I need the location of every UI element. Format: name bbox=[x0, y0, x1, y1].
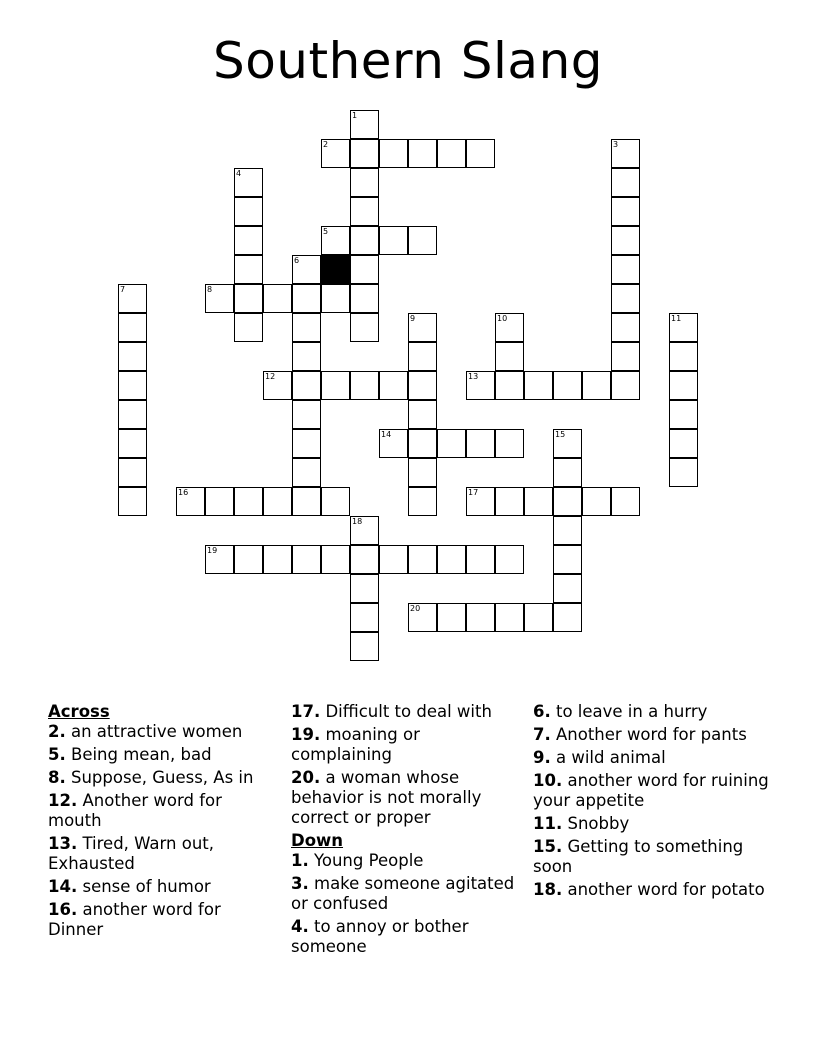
grid-cell[interactable] bbox=[669, 458, 698, 487]
clue-item[interactable] bbox=[533, 748, 773, 768]
grid-cell[interactable] bbox=[263, 371, 292, 400]
clue-item[interactable] bbox=[48, 768, 273, 788]
grid-cell[interactable] bbox=[524, 603, 553, 632]
grid-cell[interactable] bbox=[495, 487, 524, 516]
grid-cell[interactable] bbox=[350, 284, 379, 313]
grid-cell[interactable] bbox=[350, 168, 379, 197]
grid-cell[interactable] bbox=[611, 487, 640, 516]
grid-cell[interactable] bbox=[669, 371, 698, 400]
grid-cell[interactable] bbox=[669, 400, 698, 429]
grid-cell[interactable] bbox=[379, 139, 408, 168]
grid-cell[interactable] bbox=[379, 429, 408, 458]
clue-item[interactable] bbox=[533, 771, 773, 811]
clue-number: 18. bbox=[533, 880, 563, 899]
clue-item[interactable] bbox=[48, 877, 273, 897]
grid-cell[interactable] bbox=[379, 226, 408, 255]
grid-cell[interactable] bbox=[408, 313, 437, 342]
grid-cell[interactable] bbox=[118, 400, 147, 429]
clue-item[interactable] bbox=[48, 834, 273, 874]
grid-cell[interactable] bbox=[118, 487, 147, 516]
grid-cell[interactable] bbox=[234, 168, 263, 197]
clue-item[interactable] bbox=[291, 702, 521, 722]
grid-cell[interactable] bbox=[553, 603, 582, 632]
clue-number-label: 2 bbox=[323, 140, 329, 149]
clue-item[interactable] bbox=[533, 837, 773, 877]
clue-text: sense of humor bbox=[77, 877, 211, 896]
grid-cell[interactable] bbox=[292, 458, 321, 487]
grid-cell[interactable] bbox=[292, 342, 321, 371]
clue-number: 4. bbox=[291, 917, 309, 936]
grid-cell[interactable] bbox=[553, 371, 582, 400]
down-heading: Down bbox=[291, 831, 344, 850]
clue-item[interactable] bbox=[291, 917, 521, 957]
grid-cell[interactable] bbox=[205, 545, 234, 574]
grid-cell[interactable] bbox=[292, 371, 321, 400]
clue-text: Being mean, bad bbox=[65, 745, 212, 764]
grid-cell[interactable] bbox=[611, 313, 640, 342]
clue-text: an attractive women bbox=[65, 722, 243, 741]
grid-cell[interactable] bbox=[234, 545, 263, 574]
grid-cell[interactable] bbox=[553, 487, 582, 516]
grid-cell[interactable] bbox=[553, 429, 582, 458]
clue-number: 17. bbox=[291, 702, 321, 721]
grid-cell[interactable] bbox=[495, 603, 524, 632]
grid-cell[interactable] bbox=[408, 545, 437, 574]
grid-cell[interactable] bbox=[553, 458, 582, 487]
grid-cell[interactable] bbox=[466, 487, 495, 516]
clue-number-label: 20 bbox=[410, 604, 421, 613]
grid-cell[interactable] bbox=[321, 226, 350, 255]
grid-cell[interactable] bbox=[118, 458, 147, 487]
clue-number: 20. bbox=[291, 768, 321, 787]
clue-number-label: 19 bbox=[207, 546, 218, 555]
grid-cell[interactable] bbox=[408, 400, 437, 429]
grid-cell[interactable] bbox=[611, 139, 640, 168]
grid-cell[interactable] bbox=[292, 545, 321, 574]
clue-text: Suppose, Guess, As in bbox=[65, 768, 254, 787]
clue-text: make someone agitated or confused bbox=[291, 874, 515, 913]
clue-item[interactable] bbox=[291, 851, 521, 871]
clue-text: moaning or complaining bbox=[291, 725, 420, 764]
grid-cell[interactable] bbox=[611, 342, 640, 371]
clue-number: 16. bbox=[48, 900, 78, 919]
clue-item[interactable] bbox=[48, 722, 273, 742]
grid-cell[interactable] bbox=[495, 371, 524, 400]
clue-text: Young People bbox=[308, 851, 424, 870]
across-heading: Across bbox=[48, 702, 110, 721]
clue-number: 7. bbox=[533, 725, 551, 744]
grid-cell[interactable] bbox=[292, 429, 321, 458]
clue-column-1 bbox=[48, 702, 273, 943]
grid-cell[interactable] bbox=[582, 371, 611, 400]
grid-cell[interactable] bbox=[669, 313, 698, 342]
grid-cell[interactable] bbox=[234, 226, 263, 255]
clue-number: 2. bbox=[48, 722, 66, 741]
grid-cell[interactable] bbox=[466, 603, 495, 632]
grid-cell[interactable] bbox=[350, 255, 379, 284]
clue-text: another word for potato bbox=[562, 880, 765, 899]
clue-number-label: 12 bbox=[265, 372, 276, 381]
grid-cell[interactable] bbox=[350, 139, 379, 168]
clue-number-label: 17 bbox=[468, 488, 479, 497]
grid-cell[interactable] bbox=[118, 284, 147, 313]
grid-cell[interactable] bbox=[408, 371, 437, 400]
grid-cell[interactable] bbox=[118, 371, 147, 400]
clue-number: 5. bbox=[48, 745, 66, 764]
clue-number: 15. bbox=[533, 837, 563, 856]
grid-cell[interactable] bbox=[350, 371, 379, 400]
grid-cell[interactable] bbox=[292, 313, 321, 342]
clue-number-label: 3 bbox=[613, 140, 619, 149]
clue-number: 3. bbox=[291, 874, 309, 893]
grid-cell[interactable] bbox=[669, 429, 698, 458]
grid-cell[interactable] bbox=[350, 197, 379, 226]
grid-cell[interactable] bbox=[495, 313, 524, 342]
grid-cell[interactable] bbox=[611, 168, 640, 197]
clue-text: Tired, Warn out, Exhausted bbox=[48, 834, 215, 873]
grid-block bbox=[321, 255, 350, 284]
grid-cell[interactable] bbox=[350, 545, 379, 574]
clue-text: Another word for mouth bbox=[48, 791, 222, 830]
grid-cell[interactable] bbox=[524, 371, 553, 400]
grid-cell[interactable] bbox=[408, 342, 437, 371]
grid-cell[interactable] bbox=[611, 284, 640, 313]
grid-cell[interactable] bbox=[466, 139, 495, 168]
grid-cell[interactable] bbox=[379, 371, 408, 400]
grid-cell[interactable] bbox=[292, 284, 321, 313]
clue-number-label: 5 bbox=[323, 227, 329, 236]
grid-cell[interactable] bbox=[321, 284, 350, 313]
grid-cell[interactable] bbox=[437, 545, 466, 574]
clue-item[interactable] bbox=[533, 814, 773, 834]
clue-number: 13. bbox=[48, 834, 78, 853]
grid-cell[interactable] bbox=[553, 574, 582, 603]
grid-cell[interactable] bbox=[350, 313, 379, 342]
grid-cell[interactable] bbox=[408, 139, 437, 168]
grid-cell[interactable] bbox=[553, 545, 582, 574]
clue-item[interactable] bbox=[48, 745, 273, 765]
clue-number-label: 15 bbox=[555, 430, 566, 439]
grid-cell[interactable] bbox=[176, 487, 205, 516]
clue-text: Getting to something soon bbox=[533, 837, 744, 876]
grid-cell[interactable] bbox=[437, 603, 466, 632]
clue-number: 19. bbox=[291, 725, 321, 744]
clue-text: a wild animal bbox=[550, 748, 666, 767]
clue-text: to annoy or bother someone bbox=[291, 917, 469, 956]
grid-cell[interactable] bbox=[553, 516, 582, 545]
clue-item[interactable] bbox=[291, 768, 521, 828]
grid-cell[interactable] bbox=[234, 313, 263, 342]
grid-cell[interactable] bbox=[234, 197, 263, 226]
clue-item[interactable] bbox=[48, 900, 273, 940]
grid-cell[interactable] bbox=[408, 487, 437, 516]
grid-cell[interactable] bbox=[205, 487, 234, 516]
clue-text: to leave in a hurry bbox=[550, 702, 708, 721]
grid-cell[interactable] bbox=[321, 545, 350, 574]
grid-cell[interactable] bbox=[408, 458, 437, 487]
clue-number-label: 9 bbox=[410, 314, 416, 323]
clue-number-label: 1 bbox=[352, 111, 358, 120]
grid-cell[interactable] bbox=[292, 255, 321, 284]
grid-cell[interactable] bbox=[495, 429, 524, 458]
grid-cell[interactable] bbox=[234, 284, 263, 313]
grid-cell[interactable] bbox=[408, 429, 437, 458]
clue-number: 12. bbox=[48, 791, 78, 810]
clue-item[interactable] bbox=[291, 874, 521, 914]
grid-cell[interactable] bbox=[350, 632, 379, 661]
clue-number-label: 18 bbox=[352, 517, 363, 526]
clue-number-label: 7 bbox=[120, 285, 126, 294]
grid-cell[interactable] bbox=[118, 342, 147, 371]
grid-cell[interactable] bbox=[350, 603, 379, 632]
grid-cell[interactable] bbox=[321, 371, 350, 400]
clue-item[interactable] bbox=[48, 791, 273, 831]
grid-cell[interactable] bbox=[582, 487, 611, 516]
clue-text: another word for Dinner bbox=[48, 900, 221, 939]
clue-text: a woman whose behavior is not morally correct or proper bbox=[291, 768, 482, 827]
grid-cell[interactable] bbox=[466, 545, 495, 574]
clue-text: Snobby bbox=[562, 814, 630, 833]
grid-cell[interactable] bbox=[205, 284, 234, 313]
grid-cell[interactable] bbox=[118, 313, 147, 342]
clue-number-label: 6 bbox=[294, 256, 300, 265]
grid-cell[interactable] bbox=[263, 284, 292, 313]
clue-number-label: 16 bbox=[178, 488, 189, 497]
clue-item[interactable] bbox=[533, 702, 773, 722]
clue-number: 9. bbox=[533, 748, 551, 767]
grid-cell[interactable] bbox=[321, 487, 350, 516]
grid-cell[interactable] bbox=[350, 226, 379, 255]
grid-cell[interactable] bbox=[466, 371, 495, 400]
grid-cell[interactable] bbox=[350, 574, 379, 603]
grid-cell[interactable] bbox=[611, 371, 640, 400]
grid-cell[interactable] bbox=[234, 487, 263, 516]
grid-cell[interactable] bbox=[611, 197, 640, 226]
grid-cell[interactable] bbox=[408, 603, 437, 632]
grid-cell[interactable] bbox=[292, 400, 321, 429]
clue-number: 11. bbox=[533, 814, 563, 833]
grid-cell[interactable] bbox=[379, 545, 408, 574]
clue-text: Difficult to deal with bbox=[320, 702, 492, 721]
grid-cell[interactable] bbox=[495, 342, 524, 371]
grid-cell[interactable] bbox=[350, 110, 379, 139]
clue-text: Another word for pants bbox=[550, 725, 747, 744]
grid-cell[interactable] bbox=[263, 487, 292, 516]
grid-cell[interactable] bbox=[234, 255, 263, 284]
clue-number-label: 14 bbox=[381, 430, 392, 439]
grid-cell[interactable] bbox=[263, 545, 292, 574]
grid-cell[interactable] bbox=[408, 226, 437, 255]
clue-number-label: 13 bbox=[468, 372, 479, 381]
clue-number-label: 8 bbox=[207, 285, 213, 294]
grid-cell[interactable] bbox=[437, 139, 466, 168]
clue-number-label: 4 bbox=[236, 169, 242, 178]
clue-text: another word for ruining your appetite bbox=[533, 771, 769, 810]
clue-column-3 bbox=[533, 702, 773, 903]
grid-cell[interactable] bbox=[611, 255, 640, 284]
clue-list bbox=[0, 702, 816, 1042]
grid-cell[interactable] bbox=[524, 487, 553, 516]
grid-cell[interactable] bbox=[292, 487, 321, 516]
grid-cell[interactable] bbox=[118, 429, 147, 458]
clue-number: 1. bbox=[291, 851, 309, 870]
clue-number: 8. bbox=[48, 768, 66, 787]
grid-cell[interactable] bbox=[495, 545, 524, 574]
clue-column-2 bbox=[291, 702, 521, 960]
clue-number-label: 11 bbox=[671, 314, 682, 323]
grid-cell[interactable] bbox=[466, 429, 495, 458]
grid-cell[interactable] bbox=[350, 516, 379, 545]
clue-number: 14. bbox=[48, 877, 78, 896]
clue-number-label: 10 bbox=[497, 314, 508, 323]
grid-cell[interactable] bbox=[669, 342, 698, 371]
grid-cell[interactable] bbox=[611, 226, 640, 255]
grid-cell[interactable] bbox=[321, 139, 350, 168]
grid-cell[interactable] bbox=[437, 429, 466, 458]
clue-number: 10. bbox=[533, 771, 563, 790]
clue-item[interactable] bbox=[533, 880, 773, 900]
puzzle-title: Southern Slang bbox=[212, 32, 604, 90]
clue-item[interactable] bbox=[291, 725, 521, 765]
clue-item[interactable] bbox=[533, 725, 773, 745]
clue-number: 6. bbox=[533, 702, 551, 721]
